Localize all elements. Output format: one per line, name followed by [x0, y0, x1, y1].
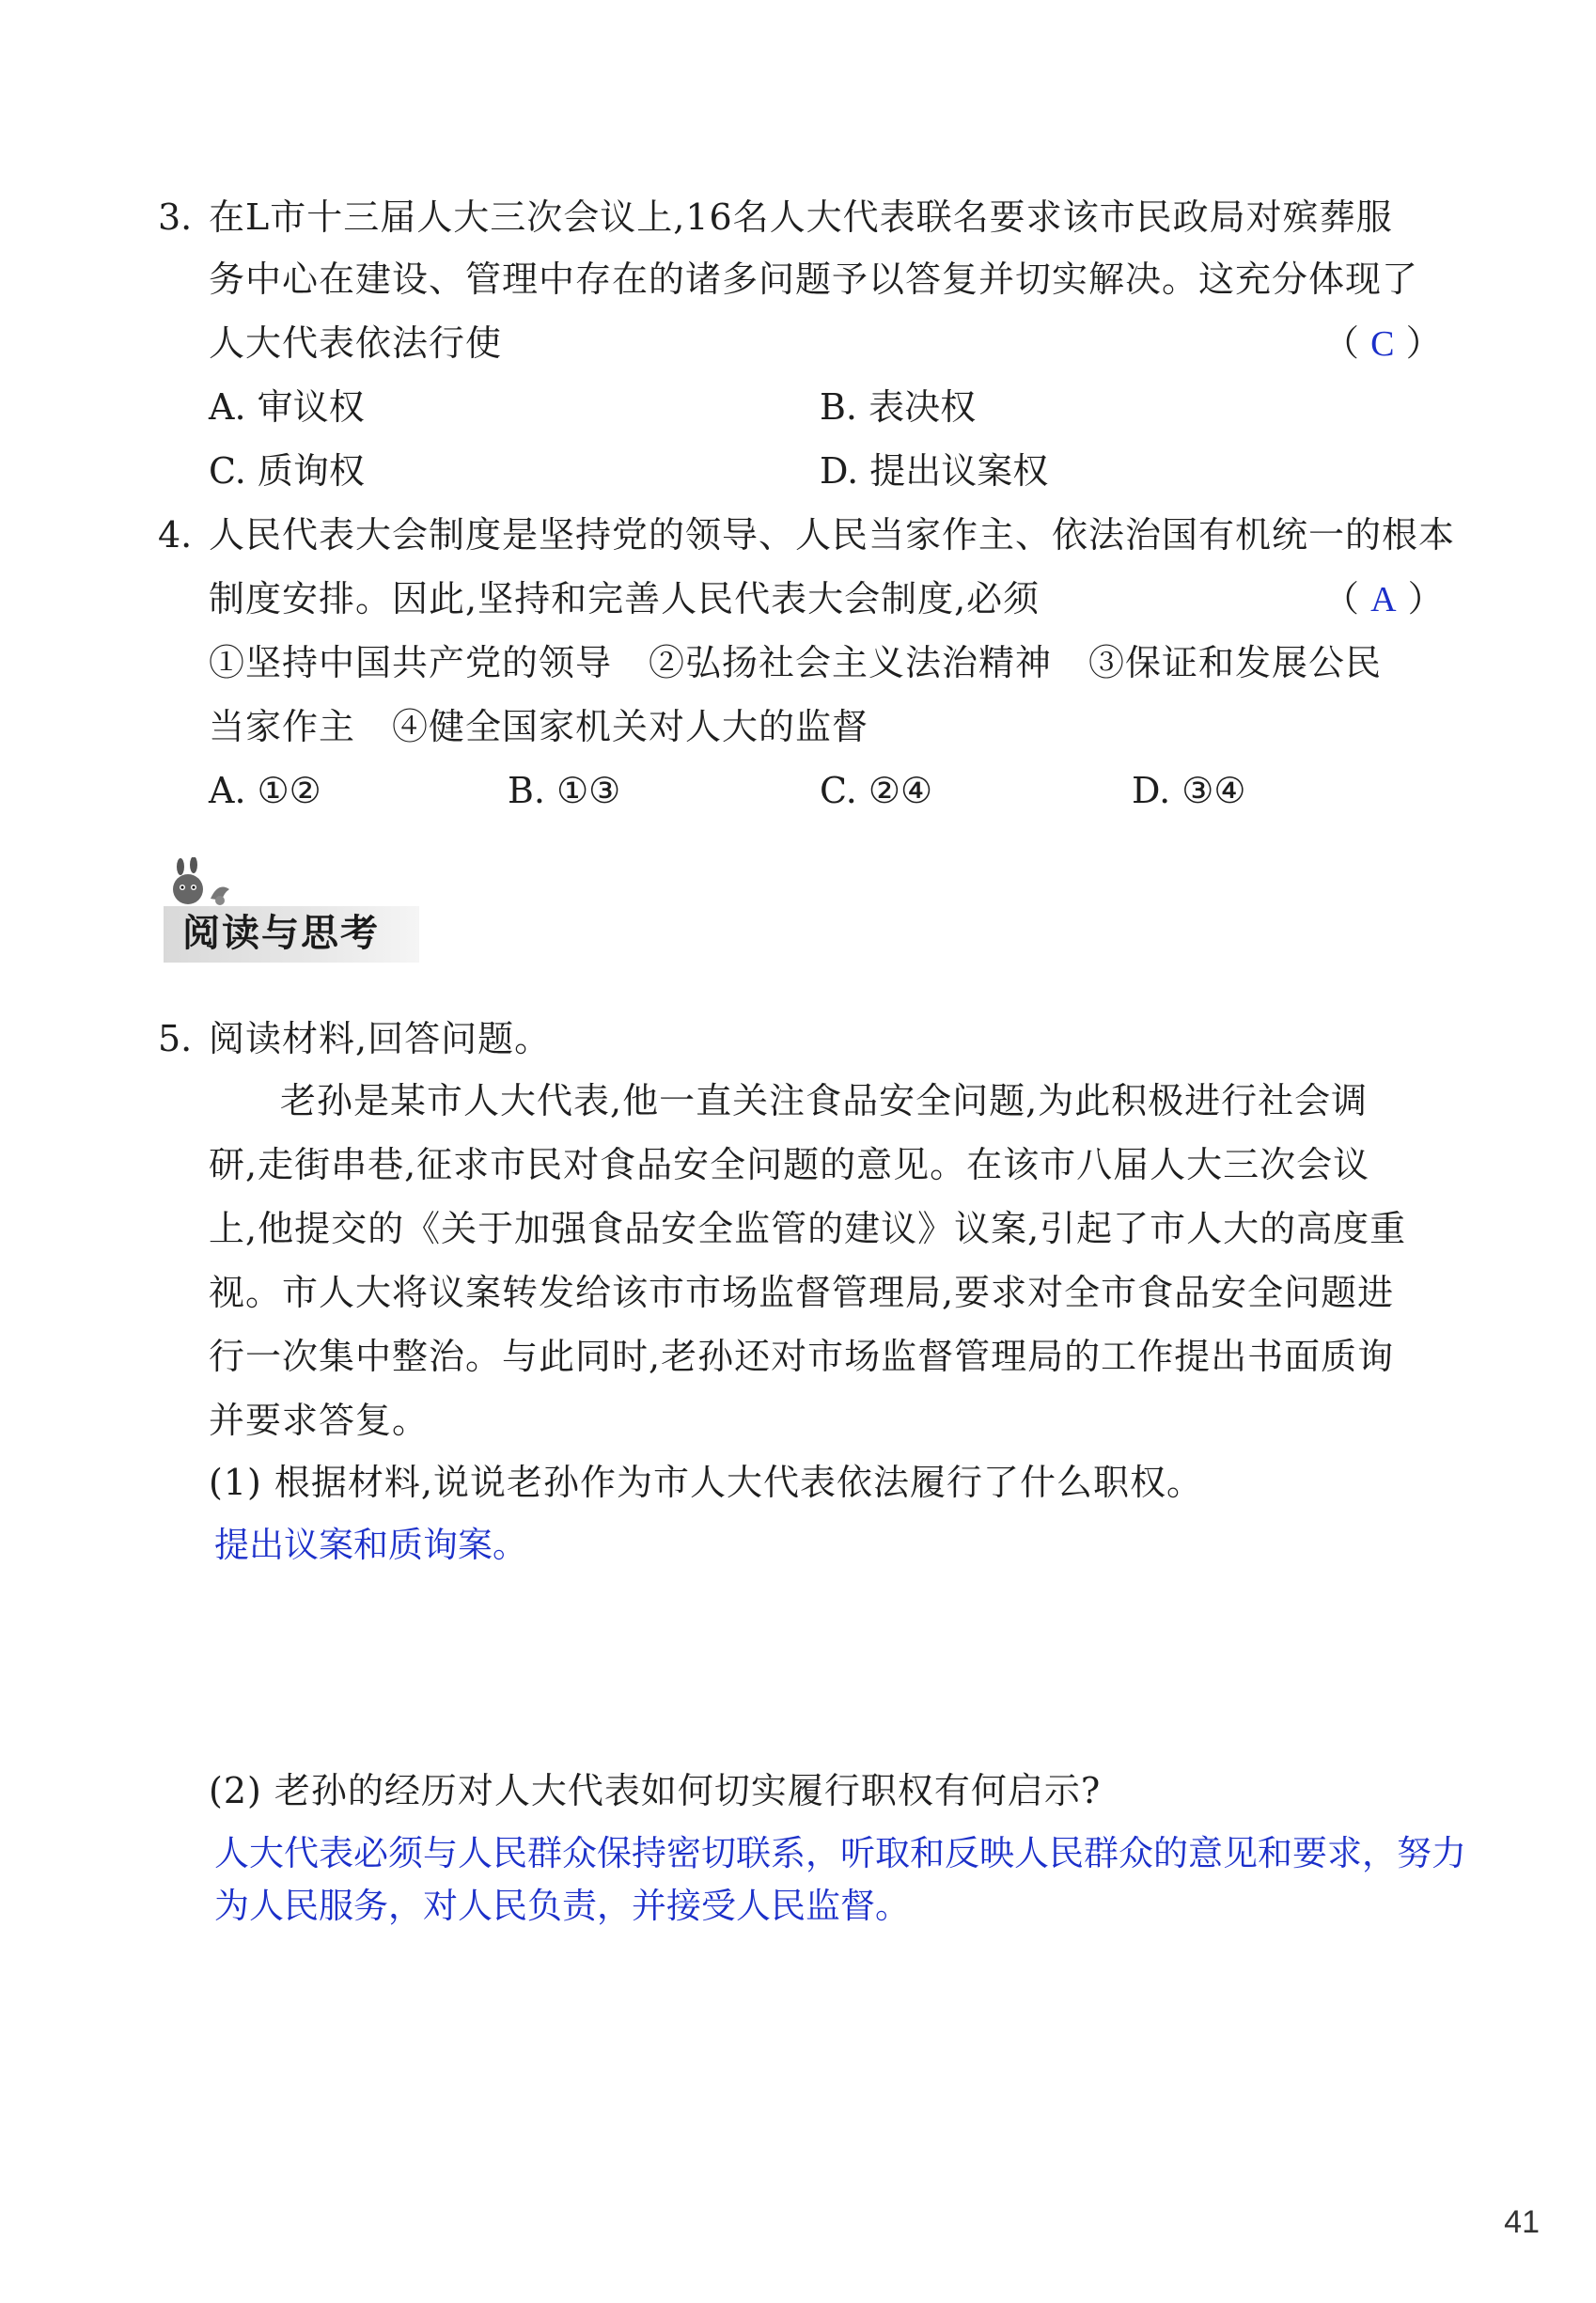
section-title: 阅读与思考: [182, 912, 380, 955]
question-number: 5.: [158, 1018, 193, 1059]
section-header: [162, 857, 425, 968]
sub-answer-1: 提出议案和质询案。: [214, 1525, 527, 1565]
option-c: C. 质询权: [209, 450, 365, 492]
bracket-open: （: [1323, 322, 1360, 364]
sub-question-2: (2) 老孙的经历对人大代表如何切实履行职权有何启示?: [209, 1770, 1102, 1811]
rabbit-mascot-icon: [169, 857, 235, 910]
material-line: 行一次集中整治。与此同时,老孙还对市场监督管理局的工作提出书面质询: [209, 1336, 1395, 1377]
question-text-line: 人民代表大会制度是坚持党的领导、人民当家作主、依法治国有机统一的根本: [209, 514, 1456, 556]
question-number: 3.: [158, 196, 193, 238]
material-line: 并要求答复。: [209, 1400, 430, 1441]
bracket-close: ）: [1407, 578, 1444, 619]
sub-answer-2-line: 人大代表必须与人民群众保持密切联系，听取和反映人民群众的意见和要求，努力: [214, 1833, 1466, 1873]
option-a: A. 审议权: [209, 386, 365, 428]
material-line: 上,他提交的《关于加强食品安全监管的建议》议案,引起了市人大的高度重: [209, 1208, 1407, 1249]
question-text-line: 人大代表依法行使: [209, 322, 503, 364]
answer-bracket: [1323, 575, 1444, 623]
sub-question-1: (1) 根据材料,说说老孙作为市人大代表依法履行了什么职权。: [209, 1462, 1203, 1503]
material-line: 研,走街串巷,征求市民对食品安全问题的意见。在该市八届人大三次会议: [209, 1144, 1370, 1185]
answer-choice: C: [1370, 324, 1395, 364]
statement-line: ①坚持中国共产党的领导 ②弘扬社会主义法治精神 ③保证和发展公民: [209, 642, 1383, 683]
bracket-close: ）: [1405, 322, 1442, 364]
question-text-line: 在L市十三届人大三次会议上,16名人大代表联名要求该市民政局对殡葬服: [209, 196, 1393, 238]
question-number: 4.: [158, 514, 193, 556]
answer-bracket: [1323, 320, 1442, 368]
question-text-line: 务中心在建设、管理中存在的诸多问题予以答复并切实解决。这充分体现了: [209, 258, 1419, 300]
sub-answer-2-line: 为人民服务，对人民负责，并接受人民监督。: [214, 1886, 910, 1926]
material-line: 视。市人大将议案转发给该市市场监督管理局,要求对全市食品安全问题进: [209, 1272, 1395, 1313]
bracket-open: （: [1323, 578, 1360, 619]
option-c: C. ②④: [820, 770, 933, 811]
option-b: B. 表决权: [820, 386, 977, 428]
answer-choice: A: [1370, 580, 1397, 619]
option-d: D. 提出议案权: [820, 450, 1049, 492]
question-prompt: 阅读材料,回答问题。: [209, 1018, 552, 1059]
material-line: 老孙是某市人大代表,他一直关注食品安全问题,为此积极进行社会调: [280, 1080, 1369, 1121]
option-b: B. ①③: [508, 770, 621, 811]
option-a: A. ①②: [209, 770, 321, 811]
statement-line: 当家作主 ④健全国家机关对人大的监督: [209, 706, 869, 747]
question-text-line: 制度安排。因此,坚持和完善人民代表大会制度,必须: [209, 578, 1041, 619]
page-number: 41: [1504, 2204, 1540, 2240]
option-d: D. ③④: [1132, 770, 1246, 811]
